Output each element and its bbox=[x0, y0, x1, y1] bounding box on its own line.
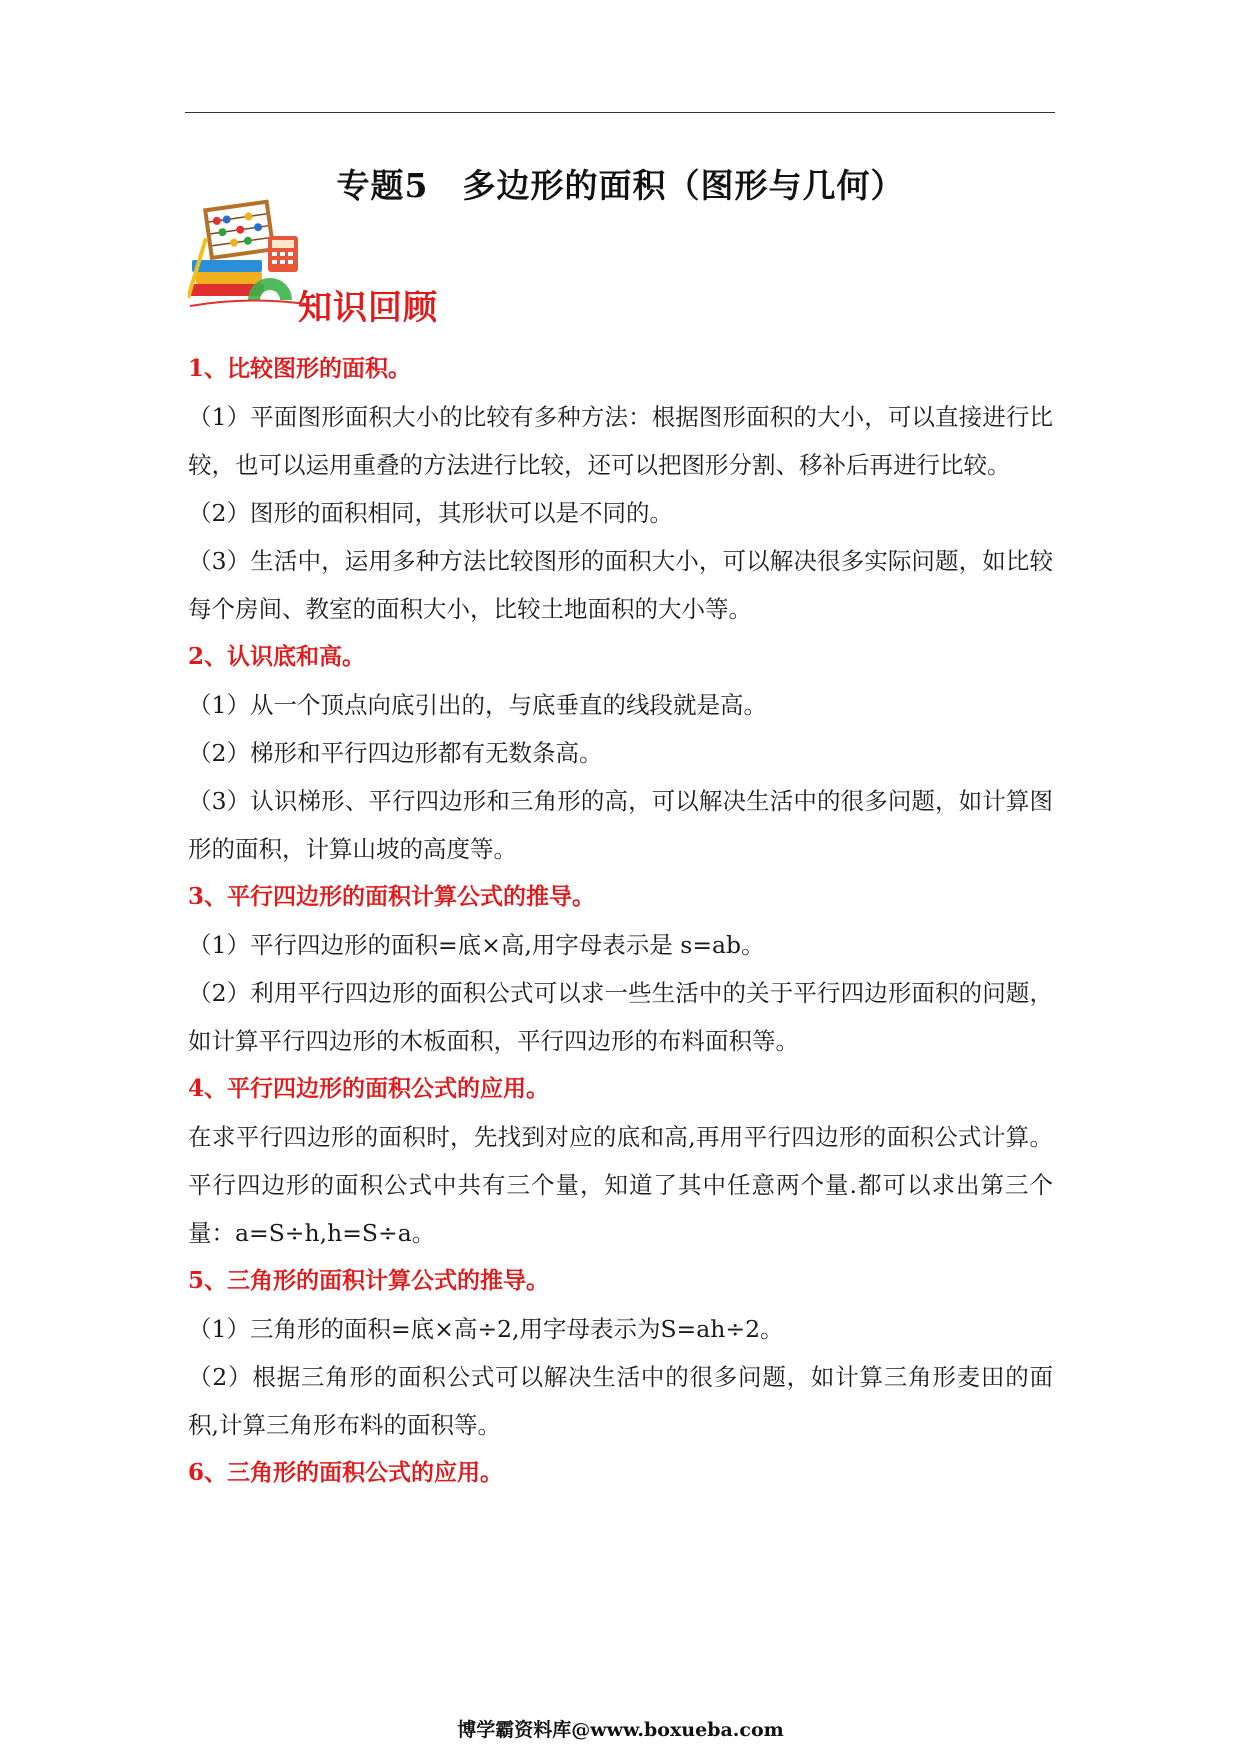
paragraph: 在求平行四边形的面积时，先找到对应的底和高,再用平行四边形的面积公式计算。平行四边形的面积公式中共有三个量，知道了其中任意两个量.都可以求出第三个量：a=S÷h,h=S÷a。 bbox=[188, 1123, 1053, 1247]
content-body bbox=[188, 345, 1053, 1497]
paragraph: （1）平行四边形的面积=底×高,用字母表示是 s=ab。 bbox=[188, 931, 765, 959]
paragraph: （2）图形的面积相同，其形状可以是不同的。 bbox=[188, 499, 673, 527]
section-2 bbox=[188, 633, 1053, 873]
paragraph: （1）三角形的面积=底×高÷2,用字母表示为S=ah÷2。 bbox=[188, 1315, 784, 1343]
paragraph: （1）从一个顶点向底引出的，与底垂直的线段就是高。 bbox=[188, 691, 767, 719]
section-heading: 1、比较图形的面积。 bbox=[188, 355, 412, 382]
section-4 bbox=[188, 1065, 1053, 1257]
paragraph: （2）利用平行四边形的面积公式可以求一些生活中的关于平行四边形面积的问题，如计算平行四边形的木板面积，平行四边形的布料面积等。 bbox=[188, 979, 1053, 1055]
section-6 bbox=[188, 1449, 1053, 1497]
section-heading: 6、三角形的面积公式的应用。 bbox=[188, 1459, 504, 1486]
section-heading: 2、认识底和高。 bbox=[188, 643, 366, 670]
section-5 bbox=[188, 1257, 1053, 1449]
paragraph: （3）认识梯形、平行四边形和三角形的高，可以解决生活中的很多问题，如计算图形的面积，计算山坡的高度等。 bbox=[188, 787, 1053, 863]
paragraph: （3）生活中，运用多种方法比较图形的面积大小，可以解决很多实际问题，如比较每个房间、教室的面积大小，比较土地面积的大小等。 bbox=[188, 547, 1053, 623]
paragraph: （1）平面图形面积大小的比较有多种方法：根据图形面积的大小，可以直接进行比较，也可以运用重叠的方法进行比较，还可以把图形分割、移补后再进行比较。 bbox=[188, 403, 1053, 479]
banner-title: 知识回顾 bbox=[298, 288, 438, 328]
footer-watermark: 博学霸资料库@www.boxueba.com bbox=[457, 1719, 784, 1741]
section-heading: 4、平行四边形的面积公式的应用。 bbox=[188, 1075, 550, 1102]
abacus-books-icon bbox=[188, 198, 308, 313]
paragraph: （2）根据三角形的面积公式可以解决生活中的很多问题，如计算三角形麦田的面积,计算三角形布料的面积等。 bbox=[188, 1363, 1053, 1439]
section-heading: 3、平行四边形的面积计算公式的推导。 bbox=[188, 883, 596, 910]
header-rule bbox=[185, 112, 1055, 113]
paragraph: （2）梯形和平行四边形都有无数条高。 bbox=[188, 739, 603, 767]
knowledge-review-banner bbox=[188, 198, 448, 328]
section-1 bbox=[188, 345, 1053, 633]
section-heading: 5、三角形的面积计算公式的推导。 bbox=[188, 1267, 550, 1294]
section-3 bbox=[188, 873, 1053, 1065]
page-title: 专题5 多边形的面积（图形与几何） bbox=[336, 166, 905, 205]
